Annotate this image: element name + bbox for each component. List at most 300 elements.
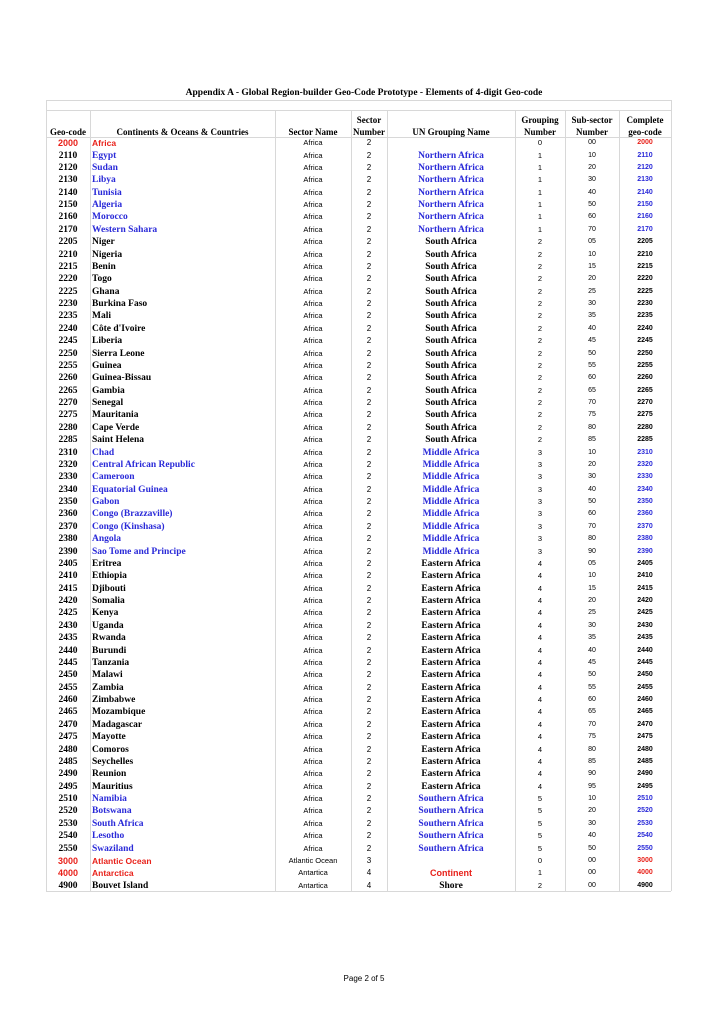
sector-number-cell: 2 [366, 484, 372, 494]
grid-line [46, 110, 671, 111]
header-sector-number-line1: Sector [356, 115, 382, 125]
un-grouping-cell [387, 855, 515, 867]
table-row [46, 867, 671, 879]
sector-number-cell: 4 [366, 880, 372, 890]
table-row [46, 446, 671, 458]
sector-name-cell: Africa [303, 497, 323, 507]
country-cell: Seychelles [92, 756, 134, 767]
subsector-number-cell: 60 [588, 213, 596, 221]
un-grouping-cell: Middle Africa [422, 521, 480, 532]
subsector-number-cell: 05 [588, 238, 596, 246]
grouping-number-cell: 4 [537, 781, 543, 791]
un-grouping-cell: Northern Africa [418, 150, 484, 161]
un-grouping-cell: Eastern Africa [421, 657, 481, 668]
sector-number-cell: 2 [366, 299, 372, 309]
sector-name-cell: Africa [303, 435, 323, 445]
geo-code-cell: 2540 [58, 831, 78, 842]
grouping-number-cell: 4 [537, 744, 543, 754]
geo-code-cell: 2420 [58, 596, 78, 607]
un-grouping-cell: Continent [430, 868, 472, 879]
sector-number-cell: 2 [366, 794, 372, 804]
complete-geocode-cell: 2495 [637, 782, 653, 790]
un-grouping-cell: Eastern Africa [421, 645, 481, 656]
complete-geocode-cell: 2510 [637, 795, 653, 803]
sector-name-cell: Atlantic Ocean [288, 855, 338, 865]
country-cell: Côte d'Ivoire [92, 323, 146, 334]
header-sector-name: Sector Name [288, 127, 338, 137]
country-cell: Malawi [92, 670, 123, 681]
complete-geocode-cell: 2240 [637, 324, 653, 332]
subsector-number-cell: 20 [588, 597, 596, 605]
subsector-number-cell: 35 [588, 634, 596, 642]
country-cell: Ghana [92, 286, 120, 297]
country-cell: Uganda [92, 620, 124, 631]
subsector-number-cell: 10 [588, 448, 596, 456]
grouping-number-cell: 2 [537, 274, 543, 284]
complete-geocode-cell: 2205 [637, 238, 653, 246]
complete-geocode-cell: 4900 [637, 881, 653, 889]
sector-name-cell: Africa [303, 657, 323, 667]
un-grouping-cell: Middle Africa [422, 447, 480, 458]
grouping-number-cell: 4 [537, 571, 543, 581]
sector-number-cell: 2 [366, 608, 372, 618]
complete-geocode-cell: 2140 [637, 188, 653, 196]
complete-geocode-cell: 2220 [637, 275, 653, 283]
complete-geocode-cell: 2245 [637, 337, 653, 345]
header-geocode: Geo-code [50, 127, 86, 137]
subsector-number-cell: 55 [588, 361, 596, 369]
un-grouping-cell: Eastern Africa [421, 620, 481, 631]
sector-number-cell: 2 [366, 521, 372, 531]
sector-name-cell: Africa [303, 385, 323, 395]
un-grouping-cell: Northern Africa [418, 224, 484, 235]
header-subsector-line1: Sub-sector [571, 115, 613, 125]
country-cell: Atlantic Ocean [92, 855, 152, 866]
un-grouping-cell: Eastern Africa [421, 695, 481, 706]
country-cell: Sudan [92, 162, 118, 173]
un-grouping-cell: South Africa [425, 323, 477, 334]
geo-code-cell: 2150 [58, 200, 78, 211]
sector-name-cell: Africa [303, 608, 323, 618]
table-row [46, 719, 671, 731]
complete-geocode-cell: 2360 [637, 510, 653, 518]
country-cell: Guinea-Bissau [92, 373, 152, 384]
sector-number-cell: 2 [366, 744, 372, 754]
complete-geocode-cell: 2210 [637, 250, 653, 258]
complete-geocode-cell: 2230 [637, 300, 653, 308]
grouping-number-cell: 2 [537, 323, 543, 333]
grouping-number-cell: 2 [537, 410, 543, 420]
grouping-number-cell: 1 [537, 162, 543, 172]
complete-geocode-cell: 2390 [637, 547, 653, 555]
geo-code-cell: 2235 [58, 311, 78, 322]
geo-code-cell: 2435 [58, 633, 78, 644]
sector-number-cell: 2 [366, 435, 372, 445]
table-row [46, 682, 671, 694]
geo-code-cell: 2120 [58, 162, 78, 173]
grouping-number-cell: 3 [537, 484, 543, 494]
subsector-number-cell: 50 [588, 671, 596, 679]
grouping-number-cell: 5 [537, 843, 543, 853]
table-row [46, 162, 671, 174]
country-cell: Cape Verde [92, 422, 140, 433]
subsector-number-cell: 65 [588, 386, 596, 394]
header-sector-number-line2: Number [353, 127, 385, 137]
table-row [46, 323, 671, 335]
country-cell: Zimbabwe [92, 695, 136, 706]
subsector-number-cell: 60 [588, 510, 596, 518]
grouping-number-cell: 1 [537, 175, 543, 185]
table-row [46, 768, 671, 780]
country-cell: Senegal [92, 398, 124, 409]
table-row [46, 805, 671, 817]
table-row [46, 842, 671, 854]
country-cell: Sao Tome and Principe [92, 546, 186, 557]
subsector-number-cell: 00 [588, 856, 596, 864]
complete-geocode-cell: 2320 [637, 460, 653, 468]
country-cell: Burundi [92, 645, 127, 656]
sector-number-cell: 2 [366, 657, 372, 667]
subsector-number-cell: 10 [588, 151, 596, 159]
subsector-number-cell: 10 [588, 795, 596, 803]
subsector-number-cell: 15 [588, 262, 596, 270]
grouping-number-cell: 1 [537, 187, 543, 197]
subsector-number-cell: 60 [588, 696, 596, 704]
complete-geocode-cell: 2130 [637, 176, 653, 184]
un-grouping-cell: Eastern Africa [421, 719, 481, 730]
subsector-number-cell: 40 [588, 485, 596, 493]
subsector-number-cell: 80 [588, 423, 596, 431]
sector-number-cell: 2 [366, 571, 372, 581]
grouping-number-cell: 3 [537, 472, 543, 482]
table-row [46, 880, 671, 892]
table-row [46, 731, 671, 743]
complete-geocode-cell: 2215 [637, 262, 653, 270]
un-grouping-cell: South Africa [425, 435, 477, 446]
geo-code-cell: 2225 [58, 286, 78, 297]
table-row [46, 273, 671, 285]
un-grouping-cell: Middle Africa [422, 472, 480, 483]
complete-geocode-cell: 2480 [637, 745, 653, 753]
sector-number-cell: 2 [366, 843, 372, 853]
subsector-number-cell: 40 [588, 324, 596, 332]
complete-geocode-cell: 2465 [637, 708, 653, 716]
sector-name-cell: Africa [303, 781, 323, 791]
sector-name-cell: Africa [303, 546, 323, 556]
subsector-number-cell: 30 [588, 473, 596, 481]
complete-geocode-cell: 2160 [637, 213, 653, 221]
sector-name-cell: Africa [303, 237, 323, 247]
grouping-number-cell: 1 [537, 224, 543, 234]
subsector-number-cell: 45 [588, 658, 596, 666]
sector-number-cell: 2 [366, 237, 372, 247]
country-cell: Morocco [92, 212, 128, 223]
un-grouping-cell: South Africa [425, 336, 477, 347]
geo-code-cell: 2000 [57, 138, 79, 149]
un-grouping-cell: Eastern Africa [421, 583, 481, 594]
subsector-number-cell: 45 [588, 337, 596, 345]
grid-line [46, 100, 671, 101]
subsector-number-cell: 75 [588, 411, 596, 419]
subsector-number-cell: 30 [588, 176, 596, 184]
geo-code-cell: 2415 [58, 583, 78, 594]
grouping-number-cell: 4 [537, 682, 543, 692]
country-cell: Western Sahara [92, 224, 158, 235]
table-row [46, 224, 671, 236]
sector-number-cell: 2 [366, 707, 372, 717]
un-grouping-cell: South Africa [425, 261, 477, 272]
subsector-number-cell: 20 [588, 807, 596, 815]
geo-code-cell: 2320 [58, 459, 78, 470]
grouping-number-cell: 4 [537, 583, 543, 593]
subsector-number-cell: 40 [588, 188, 596, 196]
geo-code-cell: 2465 [58, 707, 78, 718]
sector-name-cell: Africa [303, 732, 323, 742]
complete-geocode-cell: 2250 [637, 349, 653, 357]
subsector-number-cell: 00 [588, 869, 596, 877]
sector-name-cell: Africa [303, 323, 323, 333]
header-grouping-line2: Number [524, 127, 556, 137]
grouping-number-cell: 2 [537, 237, 543, 247]
table-row [46, 236, 671, 248]
un-grouping-cell: Middle Africa [422, 546, 480, 557]
country-cell: Kenya [92, 608, 119, 619]
sector-number-cell: 2 [366, 311, 372, 321]
sector-number-cell: 2 [366, 336, 372, 346]
subsector-number-cell: 00 [588, 881, 596, 889]
grouping-number-cell: 2 [537, 311, 543, 321]
geo-code-cell: 2550 [58, 843, 78, 854]
sector-number-cell: 2 [366, 558, 372, 568]
table-row [46, 781, 671, 793]
geo-code-cell: 2210 [58, 249, 78, 260]
sector-number-cell: 2 [366, 422, 372, 432]
table-row [46, 620, 671, 632]
un-grouping-cell: South Africa [425, 385, 477, 396]
geo-code-cell: 2495 [58, 781, 78, 792]
geo-code-cell: 2350 [58, 497, 78, 508]
grouping-number-cell: 4 [537, 608, 543, 618]
geo-code-cell: 2170 [58, 224, 78, 235]
table-row [46, 434, 671, 446]
subsector-number-cell: 30 [588, 300, 596, 308]
page-footer: Page 2 of 5 [343, 974, 385, 983]
table-row [46, 211, 671, 223]
complete-geocode-cell: 2440 [637, 646, 653, 654]
complete-geocode-cell: 2490 [637, 770, 653, 778]
sector-name-cell: Africa [303, 719, 323, 729]
complete-geocode-cell: 2520 [637, 807, 653, 815]
sector-number-cell: 2 [366, 831, 372, 841]
grouping-number-cell: 2 [537, 336, 543, 346]
subsector-number-cell: 85 [588, 757, 596, 765]
complete-geocode-cell: 2450 [637, 671, 653, 679]
geo-code-cell: 2490 [58, 769, 78, 780]
sector-number-cell: 2 [366, 756, 372, 766]
complete-geocode-cell: 3000 [637, 856, 653, 864]
sector-name-cell: Africa [303, 336, 323, 346]
grouping-number-cell: 3 [537, 521, 543, 531]
sector-number-cell: 4 [366, 868, 372, 878]
table-row [46, 756, 671, 768]
country-cell: Bouvet Island [92, 880, 149, 891]
sector-number-cell: 2 [366, 818, 372, 828]
country-cell: Namibia [92, 794, 127, 805]
complete-geocode-cell: 4000 [637, 869, 653, 877]
geo-code-cell: 2440 [58, 645, 78, 656]
sector-number-cell: 2 [366, 398, 372, 408]
table-row [46, 521, 671, 533]
complete-geocode-cell: 2445 [637, 658, 653, 666]
subsector-number-cell: 05 [588, 559, 596, 567]
grouping-number-cell: 4 [537, 769, 543, 779]
country-cell: Madagascar [92, 719, 143, 730]
table-row [46, 632, 671, 644]
un-grouping-cell: Southern Africa [418, 794, 484, 805]
un-grouping-cell: Eastern Africa [421, 608, 481, 619]
sector-name-cell: Africa [303, 299, 323, 309]
header-complete-line1: Complete [626, 115, 664, 125]
un-grouping-cell [387, 137, 515, 149]
complete-geocode-cell: 2425 [637, 609, 653, 617]
table-row [46, 545, 671, 557]
country-cell: Rwanda [92, 633, 126, 644]
sector-name-cell: Africa [303, 707, 323, 717]
geo-code-cell: 2215 [58, 261, 78, 272]
un-grouping-cell: Eastern Africa [421, 732, 481, 743]
subsector-number-cell: 25 [588, 609, 596, 617]
table-row [46, 818, 671, 830]
sector-number-cell: 2 [366, 509, 372, 519]
geo-code-cell: 2480 [58, 744, 78, 755]
complete-geocode-cell: 2000 [637, 139, 653, 147]
subsector-number-cell: 20 [588, 163, 596, 171]
sector-number-cell: 2 [366, 348, 372, 358]
grouping-number-cell: 2 [537, 286, 543, 296]
sector-number-cell: 2 [366, 200, 372, 210]
table-row [46, 830, 671, 842]
sector-number-cell: 2 [366, 596, 372, 606]
geo-code-cell: 2250 [58, 348, 78, 359]
sector-name-cell: Africa [303, 756, 323, 766]
country-cell: Botswana [92, 806, 132, 817]
sector-number-cell: 2 [366, 645, 372, 655]
sector-name-cell: Africa [303, 150, 323, 160]
un-grouping-cell: Southern Africa [418, 806, 484, 817]
country-cell: Mayotte [92, 732, 126, 743]
table-row [46, 855, 671, 867]
subsector-number-cell: 20 [588, 275, 596, 283]
table-row [46, 558, 671, 570]
grouping-number-cell: 4 [537, 558, 543, 568]
un-grouping-cell: Northern Africa [418, 200, 484, 211]
complete-geocode-cell: 2150 [637, 201, 653, 209]
sector-number-cell: 2 [366, 249, 372, 259]
table-row [46, 644, 671, 656]
table-row [46, 508, 671, 520]
subsector-number-cell: 50 [588, 844, 596, 852]
subsector-number-cell: 20 [588, 460, 596, 468]
sector-name-cell: Africa [303, 682, 323, 692]
table-row [46, 583, 671, 595]
table-row [46, 137, 671, 149]
subsector-number-cell: 00 [588, 139, 596, 147]
un-grouping-cell: Eastern Africa [421, 633, 481, 644]
grouping-number-cell: 4 [537, 633, 543, 643]
grouping-number-cell: 4 [537, 657, 543, 667]
un-grouping-cell: South Africa [425, 360, 477, 371]
geo-code-cell: 2460 [58, 695, 78, 706]
sector-number-cell: 2 [366, 732, 372, 742]
complete-geocode-cell: 2435 [637, 634, 653, 642]
country-cell: Gabon [92, 497, 120, 508]
un-grouping-cell: South Africa [425, 286, 477, 297]
grouping-number-cell: 2 [537, 348, 543, 358]
sector-number-cell: 2 [366, 620, 372, 630]
geo-code-cell: 2245 [58, 336, 78, 347]
grouping-number-cell: 1 [537, 150, 543, 160]
complete-geocode-cell: 2485 [637, 757, 653, 765]
geo-code-cell: 2380 [58, 534, 78, 545]
subsector-number-cell: 80 [588, 745, 596, 753]
un-grouping-cell: Eastern Africa [421, 682, 481, 693]
grouping-number-cell: 3 [537, 534, 543, 544]
sector-name-cell: Africa [303, 521, 323, 531]
geo-code-cell: 2330 [58, 472, 78, 483]
sector-name-cell: Africa [303, 794, 323, 804]
complete-geocode-cell: 2415 [637, 584, 653, 592]
geo-code-cell: 2520 [58, 806, 78, 817]
un-grouping-cell: South Africa [425, 348, 477, 359]
sector-name-cell: Africa [303, 843, 323, 853]
sector-name-cell: Africa [303, 769, 323, 779]
complete-geocode-cell: 2530 [637, 819, 653, 827]
country-cell: Nigeria [92, 249, 123, 260]
table-row [46, 347, 671, 359]
sector-name-cell: Africa [303, 138, 323, 148]
complete-geocode-cell: 2225 [637, 287, 653, 295]
un-grouping-cell: Middle Africa [422, 497, 480, 508]
table-row [46, 422, 671, 434]
sector-number-cell: 2 [366, 373, 372, 383]
sector-name-cell: Africa [303, 484, 323, 494]
country-cell: Mauritania [92, 410, 139, 421]
sector-name-cell: Africa [303, 509, 323, 519]
sector-name-cell: Africa [303, 398, 323, 408]
sector-number-cell: 3 [366, 855, 372, 865]
subsector-number-cell: 70 [588, 720, 596, 728]
table-row [46, 669, 671, 681]
sector-number-cell: 2 [366, 534, 372, 544]
grouping-number-cell: 4 [537, 645, 543, 655]
table-row [46, 360, 671, 372]
table-row [46, 298, 671, 310]
complete-geocode-cell: 2265 [637, 386, 653, 394]
table-row [46, 409, 671, 421]
table-row [46, 570, 671, 582]
sector-number-cell: 2 [366, 385, 372, 395]
country-cell: Chad [92, 447, 115, 458]
grouping-number-cell: 1 [537, 200, 543, 210]
geo-code-cell: 2360 [58, 509, 78, 520]
grouping-number-cell: 4 [537, 596, 543, 606]
grouping-number-cell: 2 [537, 373, 543, 383]
subsector-number-cell: 35 [588, 312, 596, 320]
complete-geocode-cell: 2260 [637, 374, 653, 382]
subsector-number-cell: 10 [588, 250, 596, 258]
un-grouping-cell: Southern Africa [418, 818, 484, 829]
subsector-number-cell: 90 [588, 547, 596, 555]
